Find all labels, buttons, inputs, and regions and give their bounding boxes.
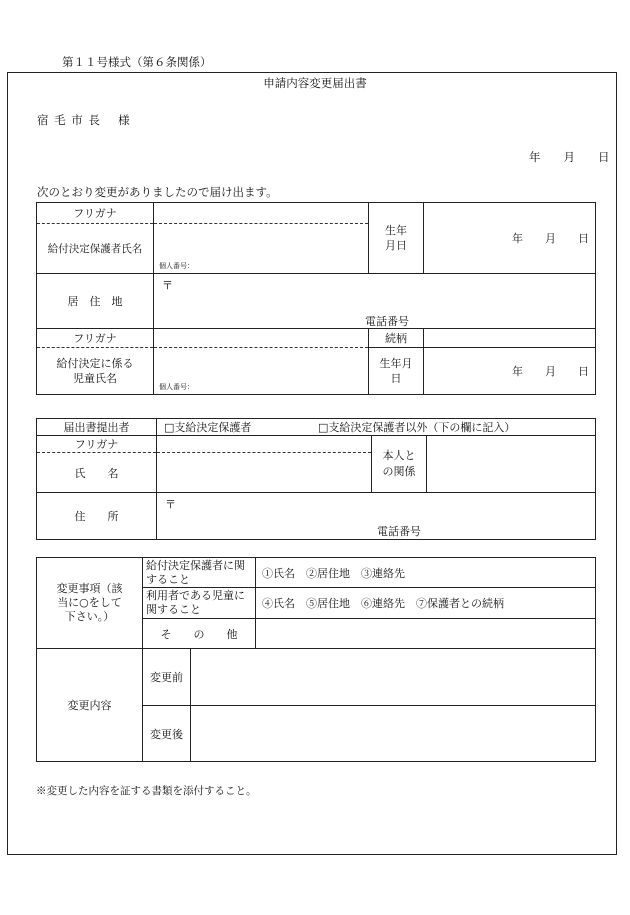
after-field[interactable] [191, 706, 596, 762]
guardian-change-label: 給付決定保護者に関すること [143, 558, 256, 588]
child-furigana-label: フリガナ [37, 329, 154, 348]
submitter-address-label: 住 所 [37, 493, 157, 540]
submitter-name-field[interactable] [157, 453, 372, 493]
change-table [36, 557, 596, 762]
child-furigana-field[interactable] [154, 329, 369, 348]
submitter-label: 届出書提出者 [37, 419, 157, 436]
submitter-furigana-label: フリガナ [37, 436, 157, 453]
footnote: ※変更した内容を証する書類を添付すること。 [36, 785, 257, 797]
submission-date: 年 月 日 [529, 150, 610, 164]
relationship-field[interactable] [427, 436, 596, 493]
submitter-address-field[interactable]: 〒 電話番号 [157, 493, 596, 540]
after-label: 変更後 [143, 706, 191, 762]
child-name-field[interactable]: 個人番号： [154, 348, 369, 395]
change-content-label: 変更内容 [37, 649, 143, 762]
guardian-info-table [36, 202, 596, 395]
submitter-name-label: 氏 名 [37, 453, 157, 493]
child-birth-date[interactable]: 年 月 日 [424, 348, 596, 395]
guardian-birth-date[interactable]: 年 月 日 [424, 203, 596, 274]
guardian-furigana-field[interactable] [154, 203, 369, 224]
addressee: 宿 毛 市 長 様 [37, 113, 131, 127]
submitter-table [36, 418, 596, 540]
other-label: そ の 他 [143, 619, 256, 649]
option-other-checkbox[interactable]: □支給決定保護者以外（下の欄に記入） [318, 421, 516, 434]
residence-label: 居 住 地 [37, 274, 154, 329]
form-number: 第１１号様式（第６条関係） [62, 55, 212, 69]
child-name-label: 給付決定に係る児童氏名 [37, 348, 154, 395]
guardian-name-label: 給付決定保護者氏名 [37, 224, 154, 274]
submitter-options [157, 419, 596, 436]
before-field[interactable] [191, 649, 596, 706]
residence-field[interactable]: 〒 電話番号 [154, 274, 596, 329]
form-title: 申請内容変更届出書 [263, 76, 367, 90]
relation-label: 続柄 [369, 329, 424, 348]
guardian-name-field[interactable]: 個人番号： [154, 224, 369, 274]
submitter-furigana-field[interactable] [157, 436, 372, 453]
change-item-label: 変更事項（該当に○をして下さい。） [37, 558, 143, 649]
intro-text: 次のとおり変更がありましたので届け出ます。 [37, 185, 278, 199]
option-guardian-checkbox[interactable]: □支給決定保護者 [164, 421, 252, 434]
child-change-label: 利用者である児童に関すること [143, 588, 256, 619]
relation-field[interactable] [424, 329, 596, 348]
before-label: 変更前 [143, 649, 191, 706]
relationship-label: 本人との関係 [372, 436, 427, 493]
furigana-label: フリガナ [37, 203, 154, 224]
guardian-change-options[interactable]: ①氏名 ②居住地 ③連絡先 [256, 558, 596, 588]
birth-label: 生年月日 [369, 203, 424, 274]
child-change-options[interactable]: ④氏名 ⑤居住地 ⑥連絡先 ⑦保護者との続柄 [256, 588, 596, 619]
other-field[interactable] [256, 619, 596, 649]
child-birth-label: 生年月日 [369, 348, 424, 395]
